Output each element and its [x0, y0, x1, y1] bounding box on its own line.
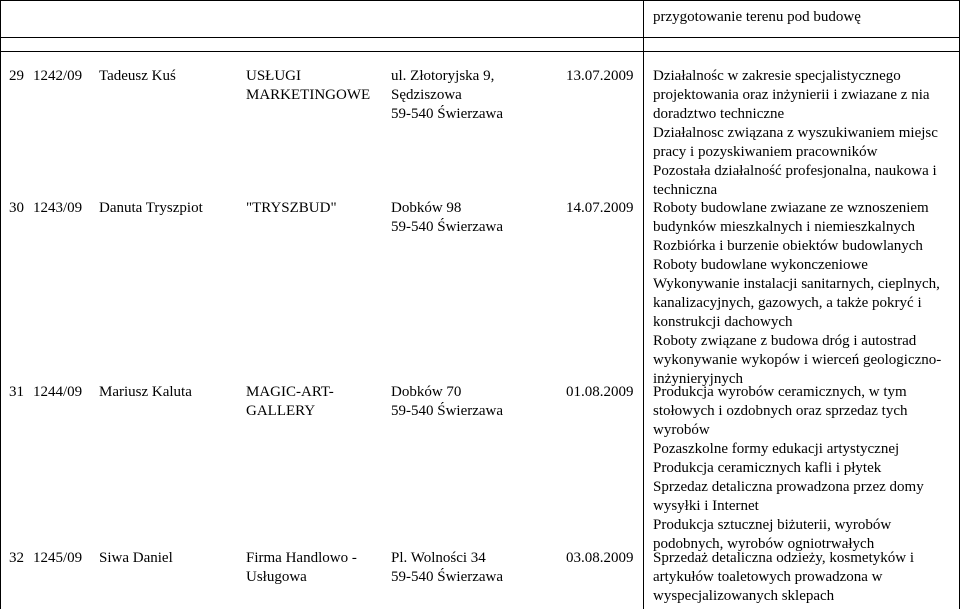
activity-line: Sprzedaz detaliczna prowadzona przez domy: [653, 479, 924, 495]
activity-line: Wykonywanie instalacji sanitarnych, cieplnych,: [653, 276, 940, 292]
activities-list: [653, 383, 924, 554]
activity-line: Działalnosc związana z wyszukiwaniem miejsc: [653, 125, 938, 141]
activity-line: wysyłki i Internet: [653, 498, 759, 514]
company-name: "TRYSZBUD": [246, 200, 337, 216]
row-number: 31: [9, 384, 24, 400]
activity-line: stołowych i ozdobnych oraz sprzedaz tych: [653, 403, 908, 419]
registration-number: 1242/09: [33, 68, 83, 84]
activity-line: Produkcja wyrobów ceramicznych, w tym: [653, 384, 907, 400]
activity-line: Roboty budowlane wykonczeniowe: [653, 257, 868, 273]
activity-line: Pozaszkolne formy edukacji artystycznej: [653, 441, 900, 457]
activity-line: budynków mieszkalnych i niemieszkalnych: [653, 219, 916, 235]
column-divider: [643, 0, 644, 609]
header-text: przygotowanie terenu pod budowę: [653, 9, 861, 25]
activity-line: Roboty budowlane zwiazane ze wznoszeniem: [653, 200, 929, 216]
activity-line: Produkcja ceramicznych kafli i płytek: [653, 460, 882, 476]
activity-line: wyrobów: [653, 422, 710, 438]
activities-list: [653, 199, 941, 389]
start-date: 03.08.2009: [566, 550, 634, 566]
company-name: MAGIC-ART- GALLERY: [246, 384, 334, 419]
activity-line: podobnych, wyrobów ogniotrwałych: [653, 536, 875, 552]
activity-line: Sprzedaż detaliczna odzieży, kosmetyków i: [653, 550, 915, 566]
person-name: Siwa Daniel: [99, 550, 173, 566]
activities-list: [653, 67, 938, 200]
activity-line: techniczna: [653, 182, 718, 198]
activity-line: Rozbiórka i burzenie obiektów budowlanych: [653, 238, 923, 254]
registration-number: 1245/09: [33, 550, 83, 566]
activity-line: Pozostała działalność profesjonalna, naukowa i: [653, 163, 937, 179]
activities-list: [653, 549, 914, 606]
registration-number: 1244/09: [33, 384, 83, 400]
activity-line: konstrukcji dachowych: [653, 314, 793, 330]
row-divider: [0, 0, 960, 1]
row-divider: [0, 37, 960, 38]
activity-line: pracy i pozyskiwaniem pracowników: [653, 144, 878, 160]
person-name: Danuta Tryszpiot: [99, 200, 203, 216]
row-divider: [0, 51, 960, 52]
activity-line: Produkcja sztucznej biżuterii, wyrobów: [653, 517, 892, 533]
table-border-left: [0, 0, 1, 609]
person-name: Tadeusz Kuś: [99, 68, 176, 84]
address: Pl. Wolności 34 59-540 Świerzawa: [391, 550, 504, 585]
address: Dobków 70 59-540 Świerzawa: [391, 384, 504, 419]
row-number: 32: [9, 550, 24, 566]
activity-line: inżynieryjnych: [653, 371, 743, 387]
activity-line: artykułów toaletowych prowadzona w: [653, 569, 883, 585]
activity-line: projektowania oraz inżynierii i zwiazane z nia: [653, 87, 930, 103]
activity-line: Roboty związane z budowa dróg i autostrad: [653, 333, 917, 349]
row-number: 30: [9, 200, 24, 216]
address: Dobków 98 59-540 Świerzawa: [391, 200, 504, 235]
address: ul. Złotoryjska 9, Sędziszowa 59-540 Świerzawa: [391, 68, 504, 122]
row-number: 29: [9, 68, 24, 84]
activity-line: wykonywanie wykopów i wierceń geologiczno-: [653, 352, 942, 368]
activity-line: kanalizacyjnych, gazowych, a także pokryć i: [653, 295, 922, 311]
start-date: 13.07.2009: [566, 68, 634, 84]
activity-line: Działalnośc w zakresie specjalistycznego: [653, 68, 901, 84]
company-name: USŁUGI MARKETINGOWE: [246, 68, 371, 103]
start-date: 14.07.2009: [566, 200, 634, 216]
person-name: Mariusz Kaluta: [99, 384, 192, 400]
start-date: 01.08.2009: [566, 384, 634, 400]
activity-line: doradztwo techniczne: [653, 106, 785, 122]
company-name: Firma Handlowo - Usługowa: [246, 550, 357, 585]
activity-line: wyspecjalizowanych sklepach: [653, 588, 835, 604]
registration-number: 1243/09: [33, 200, 83, 216]
